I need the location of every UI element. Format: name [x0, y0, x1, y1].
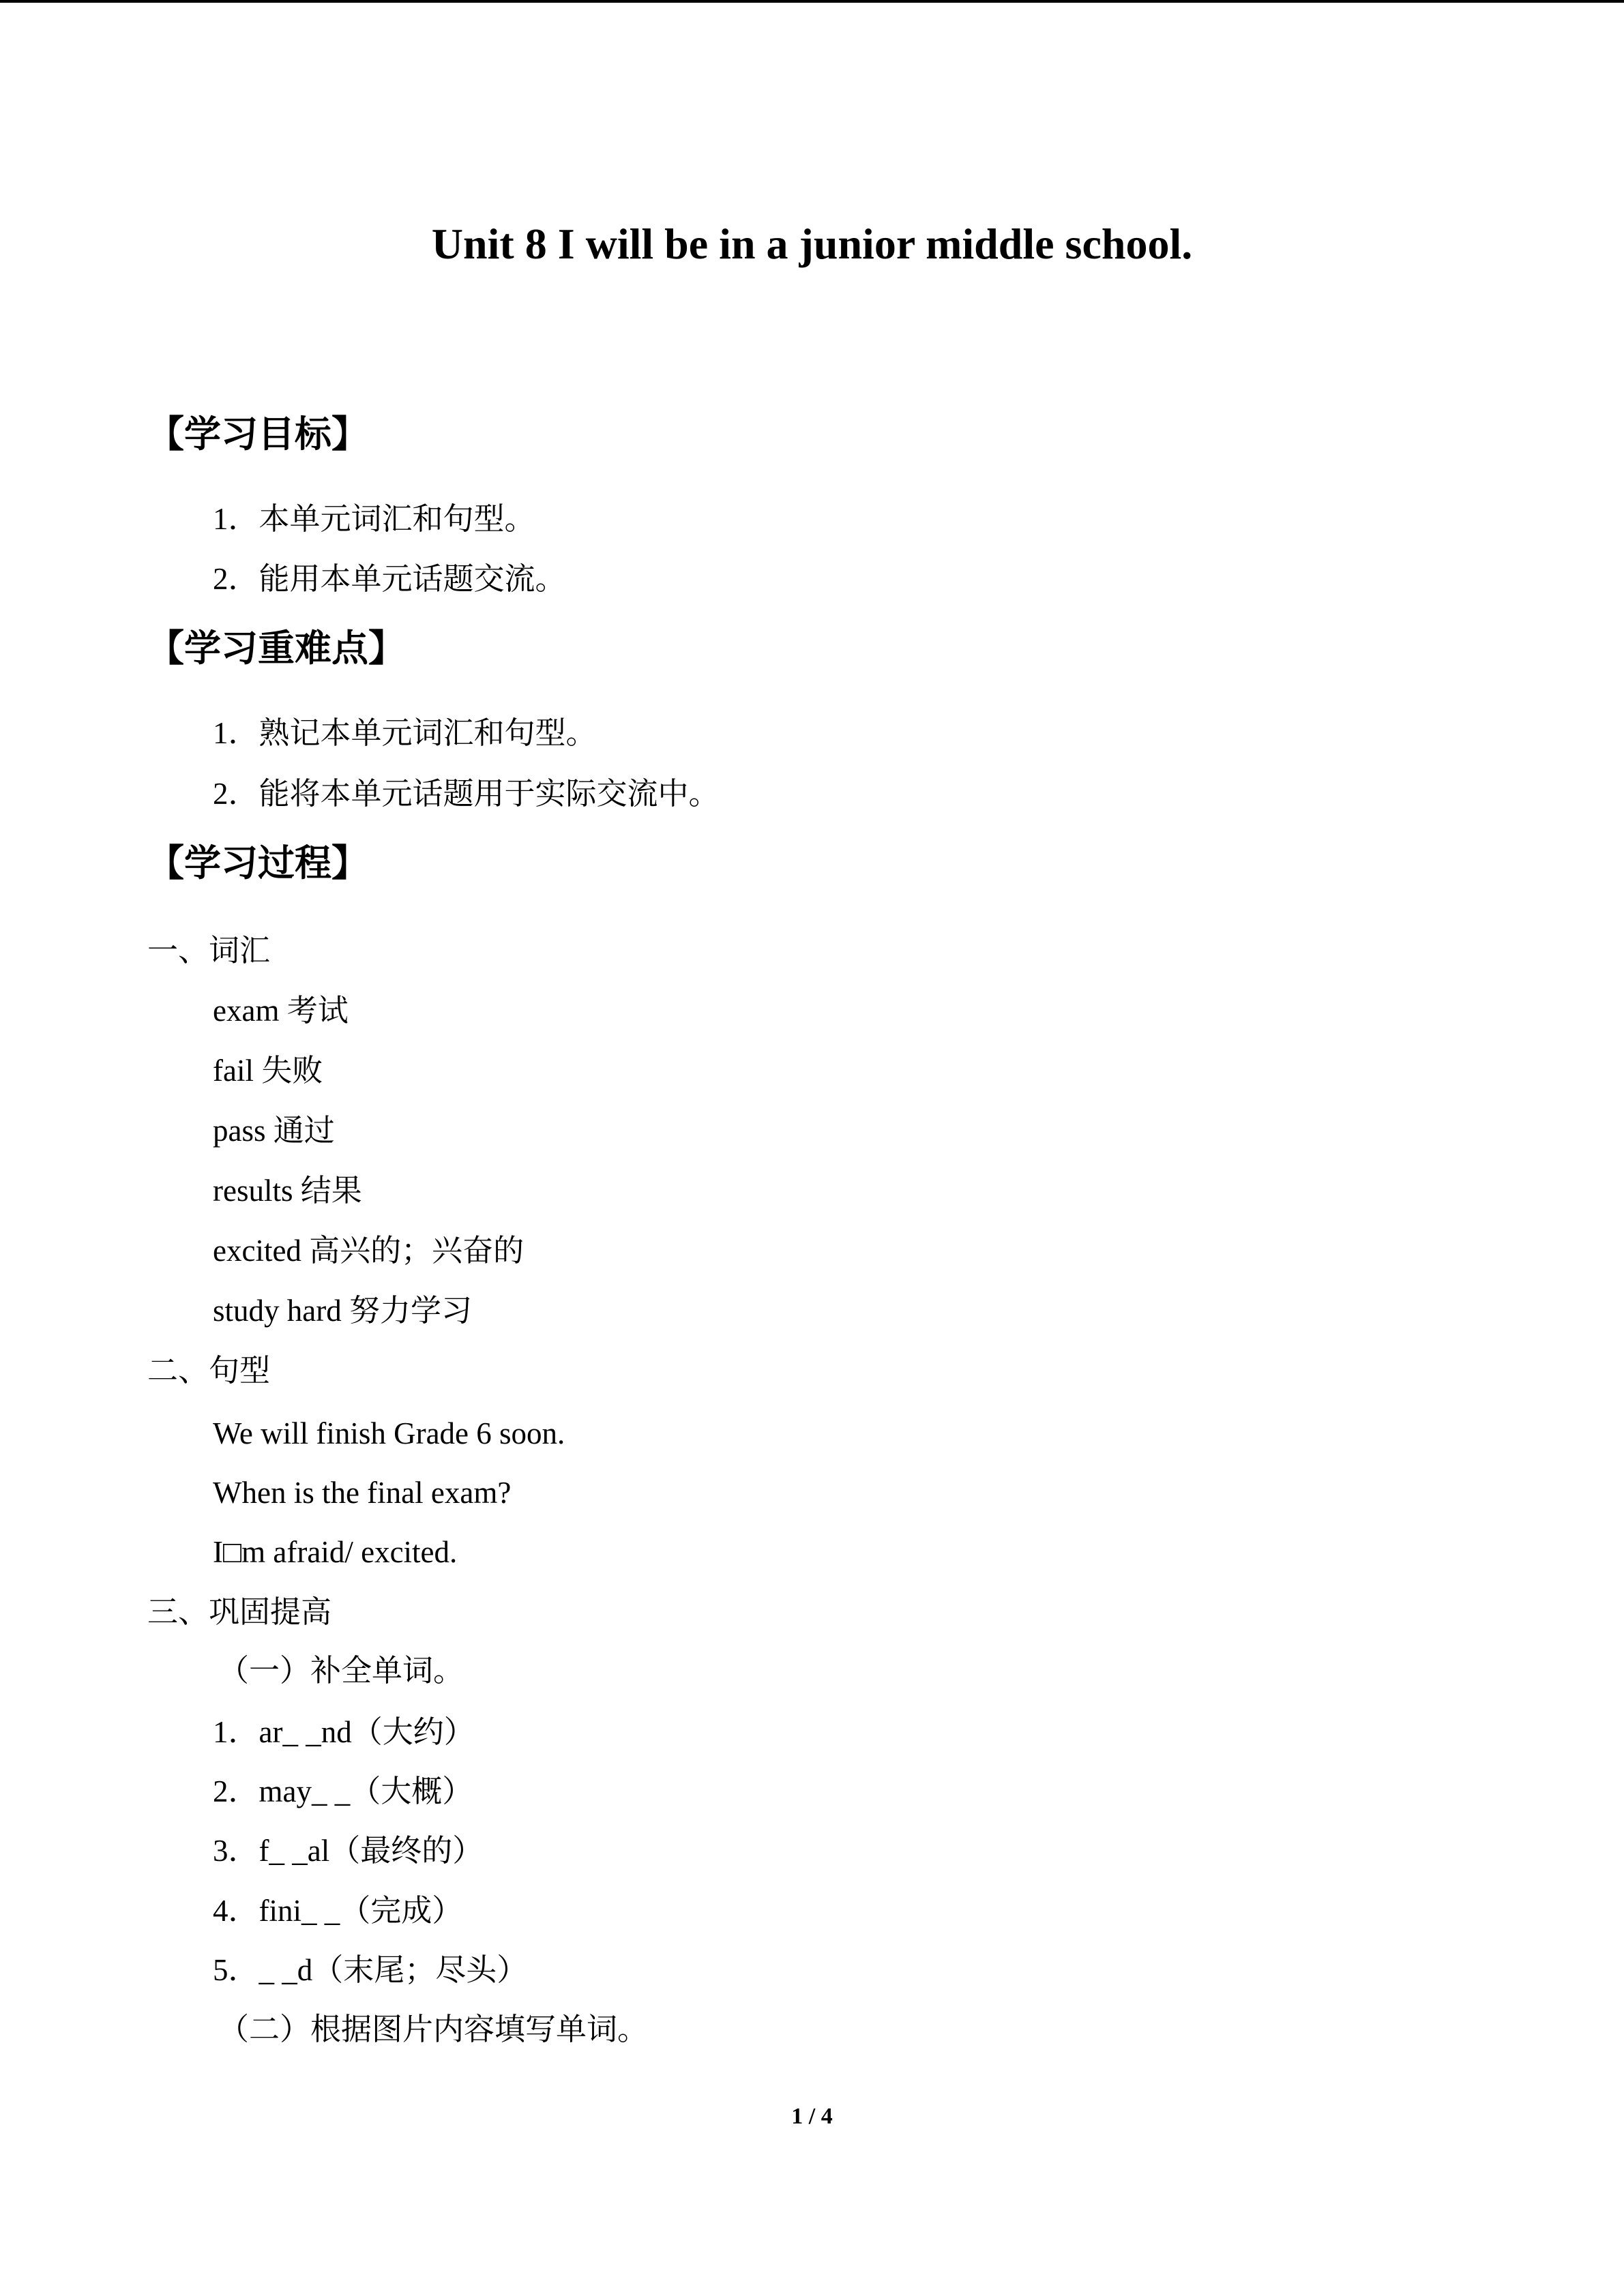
fill-subsection-title: （一）补全单词。 — [218, 1654, 464, 1688]
page-title: Unit 8 I will be in a junior middle school. — [431, 220, 1193, 268]
fill-item: 4．fini_ _（完成） — [213, 1894, 463, 1928]
key-point-item: 1．熟记本单元词汇和句型。 — [213, 716, 597, 750]
vocab-section-title: 一、词汇 — [147, 934, 271, 968]
objective-item: 1．本单元词汇和句型。 — [213, 502, 535, 536]
top-border — [0, 0, 1624, 3]
objectives-heading: 【学习目标】 — [147, 414, 368, 455]
sentence-item: When is the final exam? — [213, 1476, 512, 1510]
vocab-item: pass 通过 — [213, 1114, 335, 1148]
vocab-item: fail 失败 — [213, 1054, 323, 1088]
objective-item: 2．能用本单元话题交流。 — [213, 562, 566, 596]
practice-section-title: 三、巩固提高 — [147, 1595, 332, 1629]
fill-item: 3．f_ _al（最终的） — [213, 1834, 484, 1868]
fill-item: 5．_ _d（末尾；尽头） — [213, 1953, 528, 1987]
picture-subsection-title: （二）根据图片内容填写单词。 — [218, 2012, 649, 2046]
process-heading: 【学习过程】 — [147, 843, 368, 884]
sentence-item: We will finish Grade 6 soon. — [213, 1416, 565, 1450]
page-number: 1 / 4 — [791, 2104, 833, 2129]
vocab-item: exam 考试 — [213, 994, 349, 1028]
fill-item: 2．may_ _（大概） — [213, 1774, 473, 1808]
vocab-item: results 结果 — [213, 1174, 362, 1208]
sentence-item: I□m afraid/ excited. — [213, 1535, 458, 1569]
key-point-item: 2．能将本单元话题用于实际交流中。 — [213, 777, 720, 811]
sentence-section-title: 二、句型 — [147, 1354, 271, 1388]
vocab-item: excited 高兴的；兴奋的 — [213, 1234, 525, 1268]
fill-item: 1．ar_ _nd（大约） — [213, 1715, 475, 1749]
vocab-item: study hard 努力学习 — [213, 1294, 472, 1328]
key-points-heading: 【学习重难点】 — [147, 628, 405, 669]
